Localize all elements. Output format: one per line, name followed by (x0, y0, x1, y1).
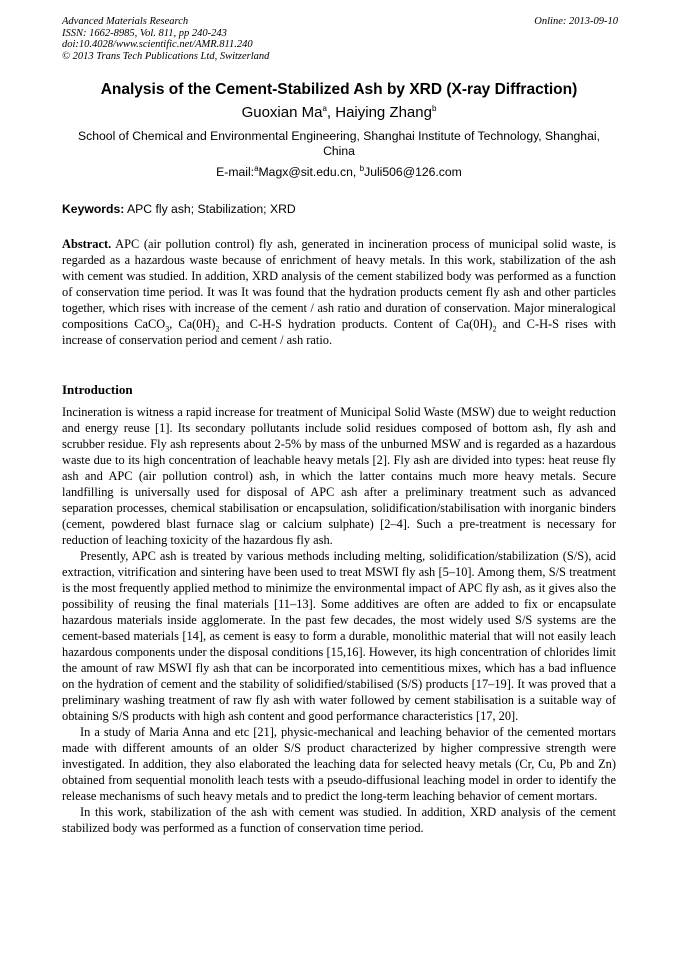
online-date: Online: 2013-09-10 (534, 16, 618, 27)
paper-title: Analysis of the Cement-Stabilized Ash by XRD (X-ray Diffraction) (100, 81, 578, 98)
subscript: 2 (215, 324, 220, 334)
issn-line: ISSN: 1662-8985, Vol. 811, pp 240-243 (62, 27, 227, 39)
paragraph: Incineration is witness a rapid increase for treatment of Municipal Solid Waste (MSW) due to weight reduction and energy reuse [1]. Its secondary pollutants include solid residues composed of bottom ash, fly ash and scrubber residue. Fly ash represents about 2-5% by mass of the unburned MSW and is regarded as a hazardous waste due to its high concentration of leachable heavy metals [2]. Fly ash are divided into types: heat reuse fly ash and APC (air pollution control) ash, in which the latter contains much more heavy metals. Secure landfilling is universally used for disposal of APC ash after a preliminary treatment such as advanced separation processes, chemical stabilisation or encapsulation, solidification/stabilisation with inorganic binders (cement, powdered blast furnace slag or calcium sulphate) [2–4]. Such a pre-treatment is necessary for reduction of leaching toxicity of the hazardous fly ash. (62, 405, 616, 547)
doi-line: doi:10.4028/www.scientific.net/AMR.811.240 (62, 39, 253, 51)
affiliation-mark: a (322, 104, 327, 113)
keywords-text: APC fly ash; Stabilization; XRD (124, 202, 296, 216)
author-name: Haiying Zhang (335, 104, 432, 121)
subscript: 3 (165, 324, 170, 334)
section-heading-introduction: Introduction (62, 382, 133, 397)
affiliation-mark: b (431, 104, 437, 113)
email-mark: b (359, 163, 365, 173)
email-address: Juli506@126.com (364, 165, 462, 179)
journal-header (62, 16, 618, 62)
affiliation: School of Chemical and Environmental Engineering, Shanghai Institute of Technology, Shanghai, China (78, 129, 600, 158)
introduction-body (62, 404, 616, 836)
paragraph: In this work, stabilization of the ash with cement was studied. In addition, XRD analysis of the cement stabilized body was performed as a function of conservation time period. (62, 805, 616, 835)
keywords-label: Keywords: (62, 202, 125, 216)
abstract-text: APC (air pollution control) fly ash, generated in incineration process of municipal solid waste, is regarded as a hazardous waste because of enrichment of heavy metals. In this work, stabilization of the ash with cement was studied. In addition, XRD analysis of the cement stabilized body was performed as a function of conservation time period. It was It was found that the hydration products cement fly ash and other particles together, which rises with increase of the cement / ash ratio and duration of conservation. Major mineralogical compositions CaCO (62, 237, 616, 331)
author-line (40, 103, 638, 123)
paragraph: In a study of Maria Anna and etc [21], physic-mechanical and leaching behavior of the cemented mortars made with different amounts of an older S/S product characterized by higher compressive strength were investigated. In addition, they also elaborated the leaching data for selected heavy metals (Cr, Cu, Pb and Zn) obtained from sequential monolith leach tests with a pseudo-diffusional leaching model in order to identify the release mechanisms of such heavy metals and to predict the long-term leaching behavior of cement mortars. (62, 725, 616, 803)
abstract-text: , Ca(0H) (169, 317, 216, 331)
email-mark: a (254, 163, 259, 173)
keywords (62, 202, 618, 217)
email-line (40, 165, 638, 180)
abstract-text: and C-H-S rises with increase of conservation period and cement / ash ratio. (62, 317, 616, 347)
paragraph: Presently, APC ash is treated by various methods including melting, solidification/stabilization (S/S), acid extraction, vitrification and sintering have been used to treat MSWI fly ash [5–10]. Among them, S/S treatment is the most frequently applied method to minimize the environmental impact of APC fly ash, as it gives also the possibility of reusing the final materials [11–13]. Some additives are often are added to fix or encapsulate hazardous materials inside agglomerate. In the past few decades, the most widely used S/S systems are the cement-based materials [14], as cement is easy to form a durable, monolithic material that will not easily leach hazardous components under the disposal conditions [15,16]. However, its high concentration of chlorides limit the amount of raw MSWI fly ash that can be incorporated into cementitious mixes, which has a bad influence on the hydration of cement and the stability of solidified/stabilised (S/S) products [17–19]. It was proved that a preliminary washing treatment of raw fly ash with water followed by cement stabilisation is a suitable way of obtaining S/S products with high ash content and good performance characteristics [17, 20]. (62, 549, 616, 723)
abstract-label: Abstract. (62, 237, 112, 251)
email-address: Magx@sit.edu.cn, (258, 165, 360, 179)
subscript: 2 (492, 324, 497, 334)
abstract-text: and C-H-S hydration products. Content of Ca(0H) (219, 317, 493, 331)
author-name: Guoxian Ma (241, 104, 323, 121)
abstract (62, 236, 616, 348)
author-separator: , (326, 104, 336, 121)
copyright-line: © 2013 Trans Tech Publications Ltd, Switzerland (62, 50, 270, 62)
email-label: E-mail: (216, 165, 255, 179)
journal-name: Advanced Materials Research (62, 16, 189, 27)
